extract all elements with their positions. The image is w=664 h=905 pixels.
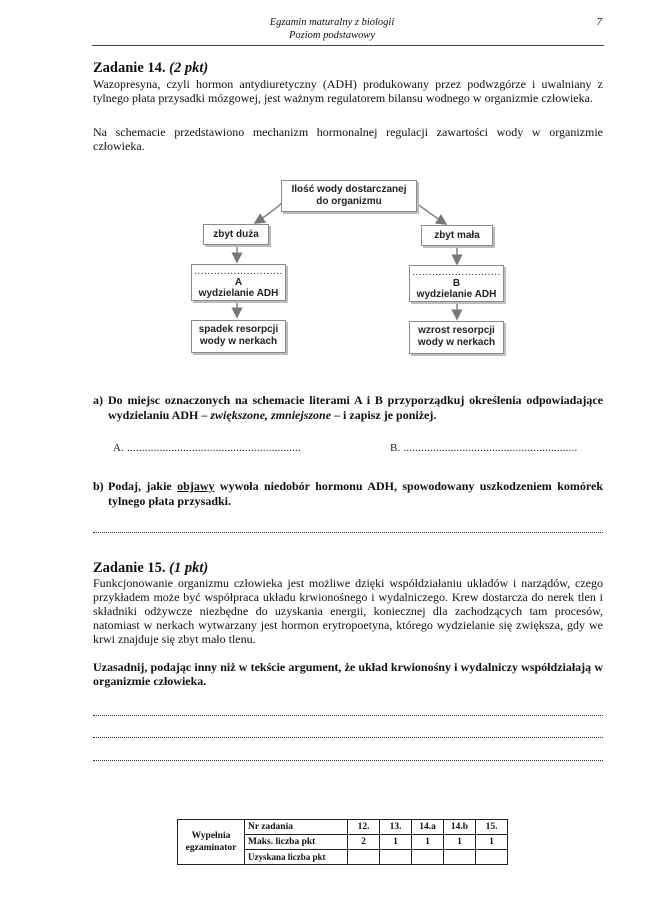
task14-question-b [93, 479, 603, 508]
question-a-text-part1: Do miejsc oznaczonych na schemacie literami A i B przyporządkuj określenia odpowiadające wydzielaniu ADH – [108, 393, 603, 422]
obtained-points-cell[interactable] [380, 850, 412, 865]
answer-b-label: B. [390, 442, 401, 454]
arrow-top-left [255, 203, 282, 223]
obtained-points-cell[interactable] [412, 850, 444, 865]
secretion-a-label: wydzielanie ADH [198, 288, 279, 299]
answer-15-line-2[interactable] [93, 736, 603, 738]
task14-intro-1: Wazopresyna, czyli hormon antydiuretyczny (ADH) produkowany przez podwzgórze i uwalniany z tylnego płata przysadki mózgowej, jest ważnym regulatorem bilansu wodnego w organizmie człowieka. [93, 77, 603, 105]
task-cell: 15. [476, 820, 508, 835]
task14-intro-2: Na schemacie przedstawiono mechanizm hormonalnej regulacji zawartości wody w organizmie człowieka. [93, 125, 603, 153]
task14-question-a [93, 393, 603, 422]
secretion-b-blank: ........................... [412, 267, 501, 278]
question-b-text [93, 479, 603, 508]
water-intake-box [281, 180, 417, 212]
resorption-decrease-box [191, 320, 286, 353]
task-cell: 12. [348, 820, 380, 835]
obtained-points-cell[interactable] [476, 850, 508, 865]
header-exam-title: Egzamin maturalny z biologii [269, 17, 395, 28]
task15-points: (1 pkt) [169, 560, 209, 576]
task-cell: 14.a [412, 820, 444, 835]
row-label-obtained: Uzyskana liczba pkt [245, 850, 348, 865]
secretion-box-a [191, 264, 286, 301]
question-b-underlined: objawy [177, 479, 215, 493]
task15-number: Zadanie 15. [93, 560, 166, 576]
score-row-tasks [178, 820, 508, 835]
secretion-b-label: wydzielanie ADH [416, 289, 497, 300]
answer-b-field[interactable] [390, 442, 578, 454]
obtained-points-cell[interactable] [348, 850, 380, 865]
task14-points: (2 pkt) [169, 60, 209, 76]
task-cell: 13. [380, 820, 412, 835]
max-points-cell: 1 [476, 835, 508, 850]
score-table [177, 819, 508, 865]
water-intake-line2: do organizmu [316, 196, 382, 207]
answer-a-label: A. [113, 442, 125, 454]
answer-a-dots: ........................................................... [127, 442, 302, 454]
question-a-emphasis: zwiększone, zmniejszone [210, 407, 332, 422]
task15-instruction: Uzasadnij, podając inny niż w tekście argument, że układ krwionośny i wydalniczy współdziałają w organizmie człowieka. [93, 660, 603, 688]
question-b-label: b) [93, 479, 104, 493]
row-label-max: Maks. liczba pkt [245, 835, 348, 850]
too-much-box: zbyt duża [203, 224, 269, 245]
resorption-increase-line1: wzrost resorpcji [418, 325, 495, 336]
resorption-decrease-line1: spadek resorpcji [198, 324, 279, 335]
task15-paragraph: Funkcjonowanie organizmu człowieka jest możliwe dzięki współdziałaniu układów i narządów, czego przykładem może być współpraca układu krwionośnego i wydalniczego. Krew dostarcza do nerek tlen i składniki odżywcze niezbędne do uzyskania energii, koniecznej dla zachodzących tam procesów, natomiast w nerkach wytwarzany jest hormon erytropoetyna, którego wydzielanie się zwiększa, gdy we krwi znajduje się zbyt mało tlenu. [93, 576, 603, 646]
row-label-task: Nr zadania [245, 820, 348, 835]
resorption-decrease-line2: wody w nerkach [199, 336, 278, 347]
question-a-text [93, 393, 603, 422]
answer-a-field[interactable] [113, 442, 301, 454]
page-number: 7 [596, 16, 602, 28]
max-points-cell: 1 [444, 835, 476, 850]
filler-label: Wypełnia egzaminator [178, 820, 245, 865]
task15-title [93, 560, 208, 577]
secretion-b-letter: B [452, 278, 461, 289]
max-points-cell: 1 [412, 835, 444, 850]
answer-15-line-1[interactable] [93, 714, 603, 716]
resorption-increase-box [409, 321, 504, 354]
max-points-cell: 1 [380, 835, 412, 850]
secretion-box-b [409, 265, 504, 302]
task-cell: 14.b [444, 820, 476, 835]
too-little-box: zbyt mała [421, 225, 493, 246]
secretion-a-letter: A [234, 277, 243, 288]
question-b-text-part2: wywoła niedobór hormonu ADH, spowodowany uszkodzeniem komórek tylnego płata przysadki. [108, 479, 603, 508]
header-level: Poziom podstawowy [288, 30, 376, 41]
secretion-a-blank: ........................... [194, 266, 283, 277]
obtained-points-cell[interactable] [444, 850, 476, 865]
question-b-text-part1: Podaj, jakie [108, 479, 178, 493]
resorption-increase-line2: wody w nerkach [417, 337, 496, 348]
water-intake-line1: Ilość wody dostarczanej [291, 184, 407, 195]
answer-14b-line[interactable] [93, 531, 603, 533]
question-a-label: a) [93, 393, 103, 407]
task14-number: Zadanie 14. [93, 60, 166, 76]
question-a-text-part2: – i zapisz je poniżej. [331, 407, 437, 422]
answer-b-dots: ........................................................... [403, 442, 578, 454]
arrow-top-right [416, 203, 446, 224]
max-points-cell: 2 [348, 835, 380, 850]
answer-15-line-3[interactable] [93, 759, 603, 761]
